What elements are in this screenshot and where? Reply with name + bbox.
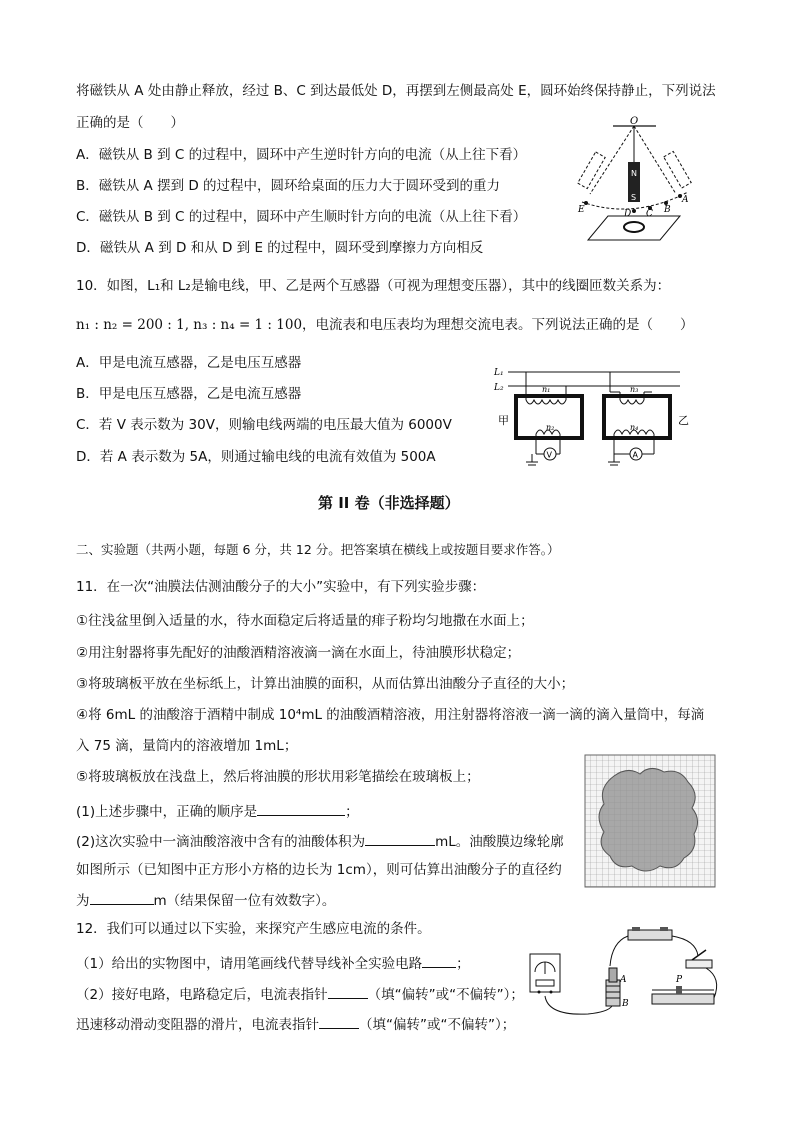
- q10-option-d: D．若 A 表示数为 5A，则通过输电线的电流有效值为 500A: [76, 449, 436, 465]
- n4-label: n₄: [630, 423, 639, 432]
- q11-sub1-suffix: ；: [345, 804, 359, 820]
- l2-label: L₂: [494, 383, 504, 393]
- q9-option-d: D．磁铁从 A 到 D 和从 D 到 E 的过程中，圆环受到摩擦力方向相反: [76, 240, 484, 256]
- q11-diameter-blank[interactable]: [90, 890, 154, 905]
- slider-p-label: P: [676, 975, 683, 985]
- q9-option-c: C．磁铁从 B 到 C 的过程中，圆环中产生顺时针方向的电流（从上往下看）: [76, 209, 527, 225]
- n2-label: n₂: [546, 423, 555, 432]
- q12-steady-blank[interactable]: [328, 984, 368, 999]
- q12-sub3-suffix: （填“偏转”或“不偏转”）；: [359, 1017, 516, 1033]
- q11-sub2-suffix: mL。油酸膜边缘轮廓: [435, 834, 564, 850]
- magnet-n-label: N: [631, 169, 637, 178]
- q12-sub1-end: ；: [456, 956, 470, 972]
- q12-stem: 12．我们可以通过以下实验，来探究产生感应电流的条件。: [76, 921, 431, 937]
- q11-order-blank[interactable]: [257, 801, 345, 816]
- q10-transformer-figure: [492, 362, 694, 468]
- q11-stem: 11．在一次“油膜法估测油酸分子的大小”实验中，有下列实验步骤：: [76, 579, 486, 595]
- q11-sub2-line3-prefix: 为: [76, 893, 90, 909]
- q10-ratio: n₁ : n₂ = 200 : 1, n₃ : n₄ = 1 : 100，电流表和电压表均为理想交流电表。下列说法正确的是（ ）: [76, 317, 694, 333]
- n1-label: n₁: [542, 385, 551, 394]
- q12-circuit-blank[interactable]: [422, 953, 456, 968]
- q11-step-5: ⑤将玻璃板放在浅盘上，然后将油膜的形状用彩笔描绘在玻璃板上；: [76, 769, 480, 785]
- q10-option-a: A．甲是电流互感器，乙是电压互感器: [76, 355, 302, 371]
- q12-sub3-prefix: 迅速移动滑动变阻器的滑片，电流表指针: [76, 1017, 319, 1033]
- q9-option-a: A．磁铁从 B 到 C 的过程中，圆环中产生逆时针方向的电流（从上往下看）: [76, 147, 527, 163]
- section-title: 第 II 卷（非选择题）: [318, 494, 460, 512]
- q12-slider-blank[interactable]: [319, 1014, 359, 1029]
- q12-sub2-prefix: （2）接好电路，电路稳定后，电流表指针: [76, 987, 328, 1003]
- q11-sub2-line3-suffix: m（结果保留一位有效数字）。: [153, 893, 336, 909]
- q11-sub1-prefix: (1)上述步骤中，正确的顺序是: [76, 804, 258, 820]
- q11-sub2-line1: [76, 831, 564, 851]
- jia-label: 甲: [498, 414, 509, 427]
- yi-label: 乙: [678, 414, 689, 427]
- q11-oil-film-grid-figure: [584, 754, 716, 888]
- q11-sub1: [76, 801, 359, 821]
- q10-option-b: B．甲是电压互感器，乙是电流互感器: [76, 386, 302, 402]
- q12-sub1-text: （1）给出的实物图中，请用笔画线代替导线补全实验电路: [76, 956, 423, 972]
- q9-stem-line1: 将磁铁从 A 处由静止释放，经过 B、C 到达最低处 D，再摆到左侧最高处 E，圆环始终保持静止，下列说法: [76, 83, 716, 99]
- q10-option-c: C．若 V 表示数为 30V，则输电线两端的电压最大值为 6000V: [76, 417, 452, 433]
- point-e-label: E: [578, 205, 585, 215]
- q11-step-2: ②用注射器将事先配好的油酸酒精溶液滴一滴在水面上，待油膜形状稳定；: [76, 645, 521, 661]
- q11-step-3: ③将玻璃板平放在坐标纸上，计算出油膜的面积，从而估算出油酸分子直径的大小；: [76, 676, 575, 692]
- point-d-label: D: [624, 209, 632, 219]
- pivot-label: O: [630, 116, 639, 127]
- section-instruction: 二、实验题（共两小题，每题 6 分，共 12 分。把答案填在横线上或按题目要求作答。）: [76, 542, 560, 557]
- ammeter-label: A: [632, 450, 638, 460]
- l1-label: L₁: [494, 368, 504, 378]
- q11-sub2-prefix: (2)这次实验中一滴油酸溶液中含有的油酸体积为: [76, 834, 366, 850]
- q11-step-4: ④将 6mL 的油酸溶于酒精中制成 10⁴mL 的油酸酒精溶液，用注射器将溶液一滴一滴的滴入量筒中，每滴: [76, 707, 705, 723]
- point-a-label: A: [682, 195, 689, 205]
- coil-b-label: B: [622, 999, 629, 1009]
- q12-sub1: [76, 953, 470, 973]
- q9-stem-line2: 正确的是（ ）: [76, 115, 184, 131]
- q12-sub3: [76, 1014, 515, 1034]
- point-b-label: B: [664, 205, 671, 215]
- q12-sub2: [76, 984, 524, 1004]
- q11-sub2-line2: 如图所示（已知图中正方形小方格的边长为 1cm），则可估算出油酸分子的直径约: [76, 862, 562, 878]
- coil-a-label: A: [620, 975, 627, 985]
- q11-sub2-line3: [76, 890, 335, 910]
- n3-label: n₃: [630, 385, 639, 394]
- q11-step-4-cont: 入 75 滴，量筒内的溶液增加 1mL；: [76, 738, 298, 754]
- q10-stem: 10．如图，L₁和 L₂是输电线，甲、乙是两个互感器（可视为理想变压器），其中的线圈匝数关系为：: [76, 278, 671, 294]
- q12-circuit-figure: [528, 918, 724, 1018]
- point-c-label: C: [646, 209, 653, 219]
- voltmeter-label: V: [546, 450, 552, 460]
- q9-option-b: B．磁铁从 A 摆到 D 的过程中，圆环给桌面的压力大于圆环受到的重力: [76, 178, 501, 194]
- q9-pendulum-figure: [568, 116, 702, 256]
- q11-volume-blank[interactable]: [365, 831, 435, 846]
- magnet-s-label: S: [631, 193, 637, 202]
- q11-step-1: ①往浅盆里倒入适量的水，待水面稳定后将适量的痱子粉均匀地撒在水面上；: [76, 613, 534, 629]
- q12-sub2-suffix: （填“偏转”或“不偏转”）；: [367, 987, 524, 1003]
